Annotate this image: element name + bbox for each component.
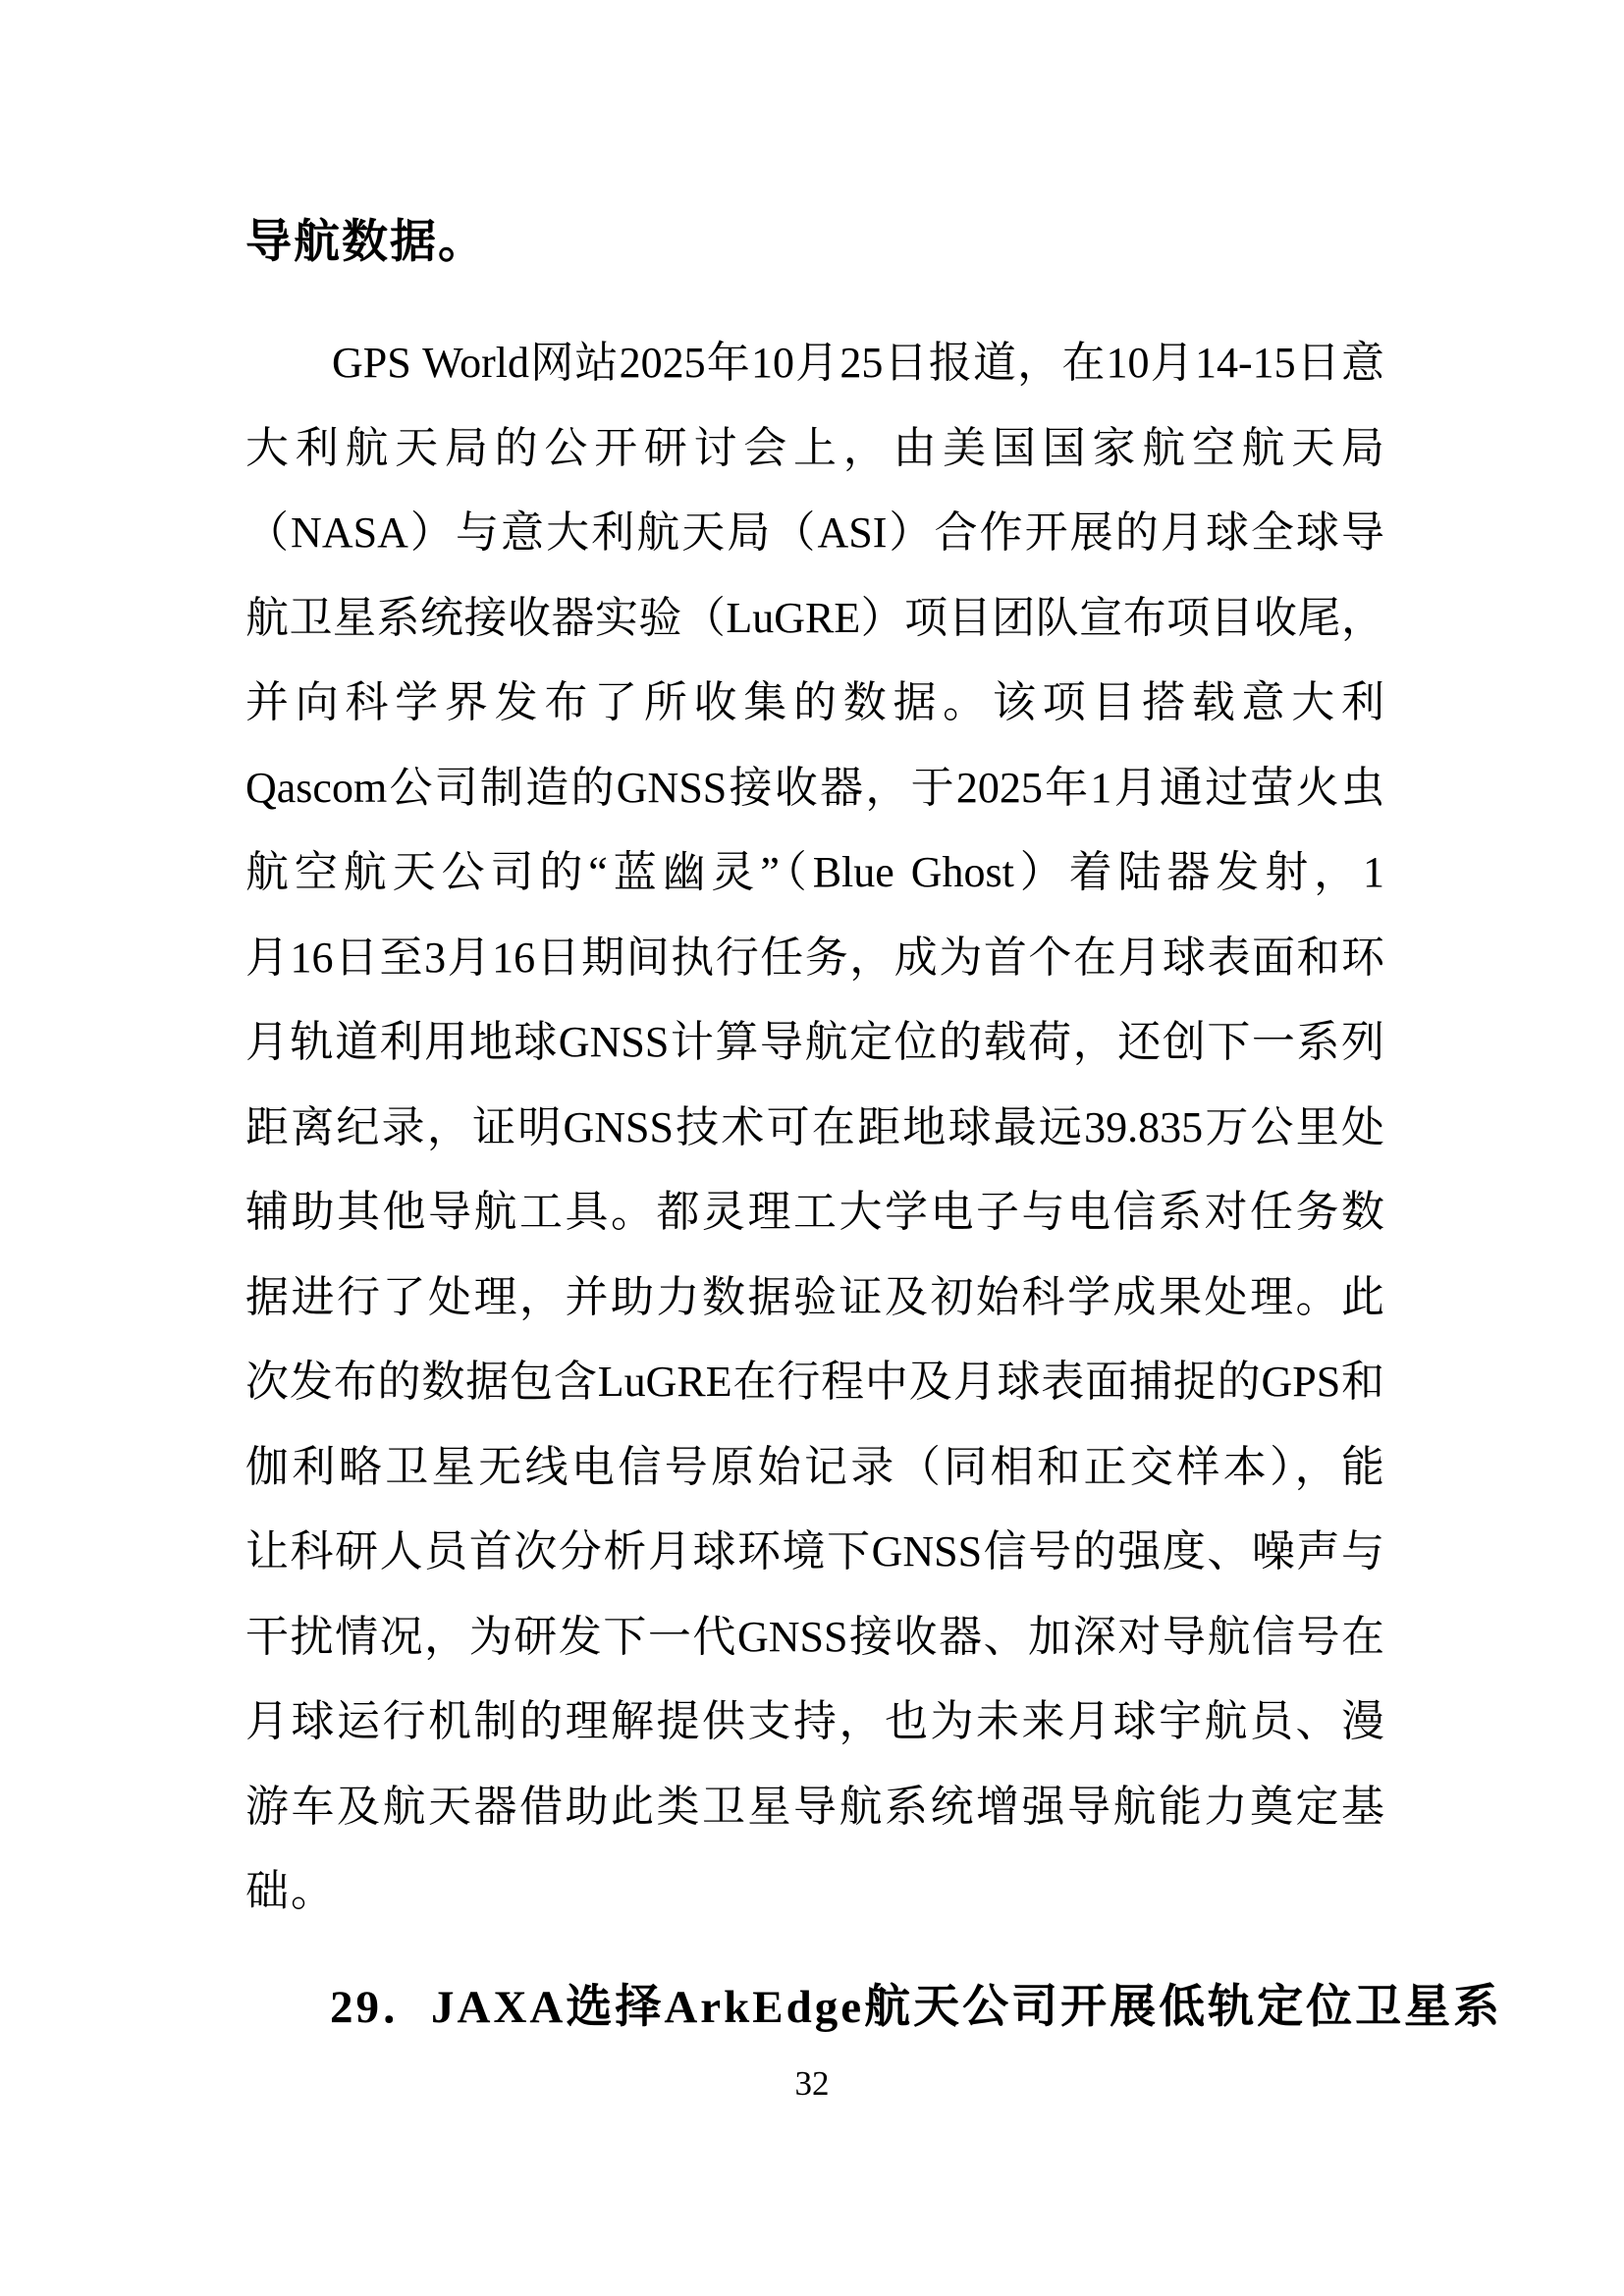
section-heading: 29．JAXA选择ArkEdge航天公司开展低轨定位卫星系 [330,1982,1503,2033]
paragraph-line: 月16日至3月16日期间执行任务，成为首个在月球表面和环 [245,933,1384,982]
paragraph-line: 航空航天公司的“蓝幽灵”（Blue Ghost）着陆器发射，1 [245,848,1384,896]
paragraph-line: 干扰情况，为研发下一代GNSS接收器、加深对导航信号在 [245,1612,1384,1661]
paragraph-line: 让科研人员首次分析月球环境下GNSS信号的强度、噪声与 [245,1527,1384,1575]
paragraph-line: 次发布的数据包含LuGRE在行程中及月球表面捕捉的GPS和 [245,1358,1384,1406]
paragraph-line: 并向科学界发布了所收集的数据。该项目搭载意大利 [245,678,1384,726]
paragraph-line: GPS World网站2025年10月25日报道，在10月14-15日意 [332,339,1384,387]
paragraph-line: 据进行了处理，并助力数据验证及初始科学成果处理。此 [245,1272,1384,1321]
page-number: 32 [794,2064,830,2103]
paragraph-line: 大利航天局的公开研讨会上，由美国国家航空航天局 [245,423,1384,472]
paragraph-line: 月球运行机制的理解提供支持，也为未来月球宇航员、漫 [245,1697,1384,1745]
paragraph-line: 辅助其他导航工具。都灵理工大学电子与电信系对任务数 [245,1188,1384,1236]
paragraph-line: Qascom公司制造的GNSS接收器，于2025年1月通过萤火虫 [245,763,1384,812]
paragraph-line: 月轨道利用地球GNSS计算导航定位的载荷，还创下一系列 [245,1018,1384,1066]
paragraph-line: 航卫星系统接收器实验（LuGRE）项目团队宣布项目收尾， [245,593,1384,642]
paragraph-line: （NASA）与意大利航天局（ASI）合作开展的月球全球导 [245,508,1384,557]
paragraph-line: 伽利略卫星无线电信号原始记录（同相和正交样本），能 [245,1442,1384,1491]
news-paragraph [245,321,1384,1935]
paragraph-end-line: 导航数据。 [245,217,486,268]
paragraph-line: 础。 [245,1867,336,1915]
paragraph-line: 距离纪录，证明GNSS技术可在距地球最远39.835万公里处 [245,1102,1384,1151]
paragraph-line: 游车及航天器借助此类卫星导航系统增强导航能力奠定基 [245,1782,1384,1831]
body-text-area [245,200,1384,1935]
